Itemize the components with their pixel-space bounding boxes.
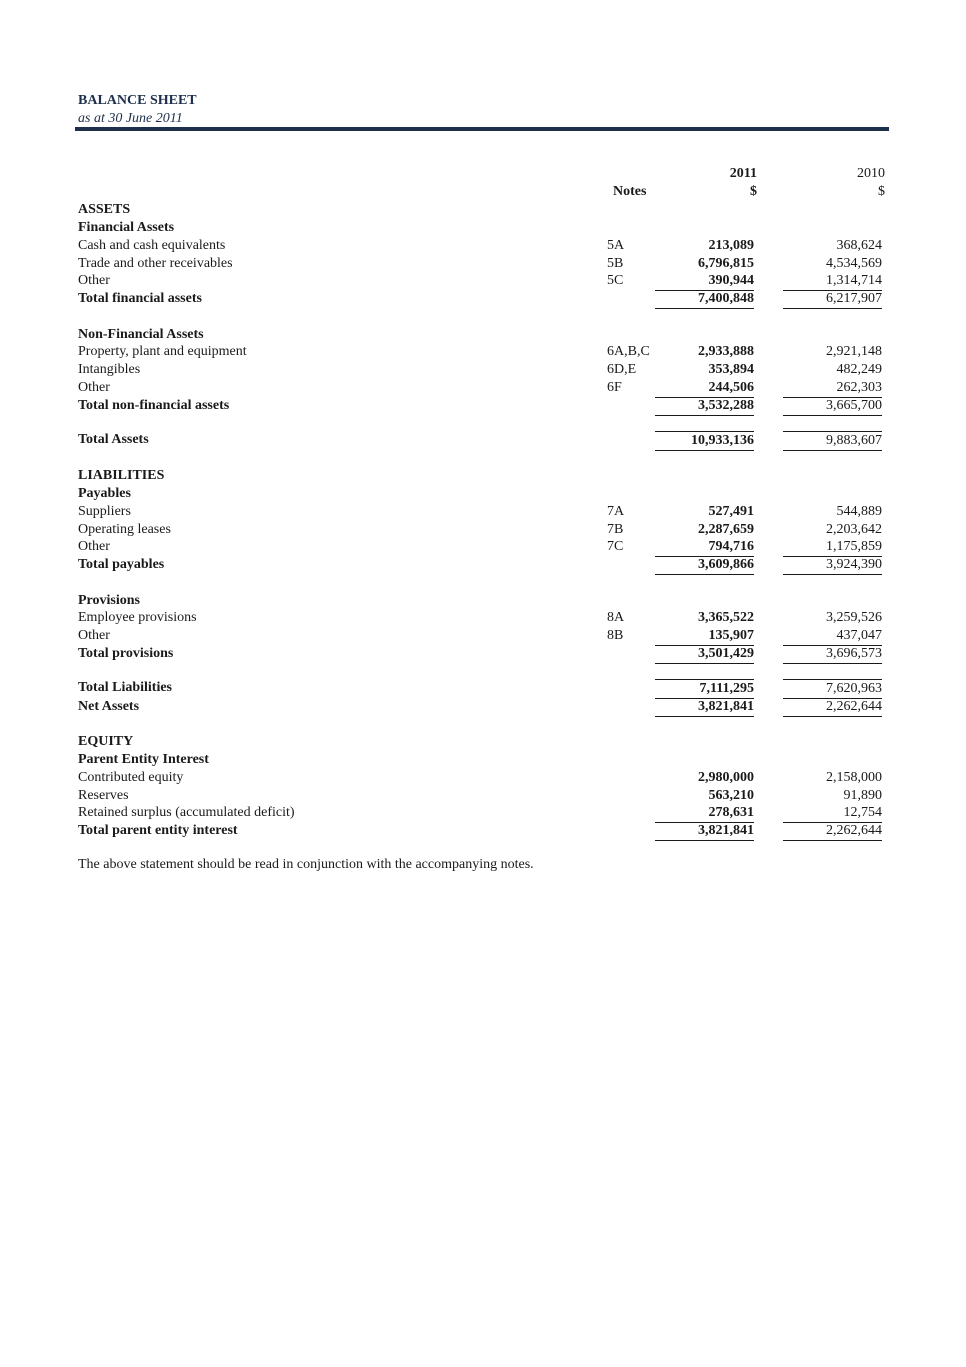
section-heading-equity	[78, 733, 889, 751]
value-2010: 2,262,644	[783, 822, 882, 841]
total-row	[78, 822, 889, 840]
value-2011: 527,491	[708, 504, 754, 519]
total-row	[78, 290, 889, 308]
total-row	[78, 698, 889, 716]
row-note: 6F	[607, 380, 622, 395]
value-2011: 6,796,815	[698, 256, 754, 271]
row-label: Total Liabilities	[78, 680, 173, 695]
row-label: Total Assets	[78, 432, 149, 447]
row-note: 8A	[607, 610, 625, 625]
value-2011: 3,821,841	[655, 698, 754, 717]
value-2011: 244,506	[655, 379, 754, 398]
row-label: Intangibles	[78, 362, 141, 377]
table-row	[78, 361, 889, 379]
subsection-heading-financial-assets	[78, 219, 889, 237]
row-note: 8B	[607, 628, 624, 643]
column-header-notes: Notes	[613, 184, 647, 199]
value-2011: 2,933,888	[698, 344, 754, 359]
table-row	[78, 521, 889, 539]
value-2010: 262,303	[783, 379, 882, 398]
row-label: Total parent entity interest	[78, 823, 238, 838]
row-label: Other	[78, 539, 110, 554]
value-2010: 3,259,526	[826, 610, 882, 625]
value-2010: 2,158,000	[826, 770, 882, 785]
total-row	[78, 645, 889, 663]
row-label: Contributed equity	[78, 770, 184, 785]
header-rule	[75, 127, 889, 131]
row-label: Cash and cash equivalents	[78, 238, 226, 253]
subsection-heading-payables	[78, 485, 889, 503]
value-2011: 3,501,429	[655, 645, 754, 664]
table-row	[78, 538, 889, 556]
row-label: Total non-financial assets	[78, 398, 230, 413]
row-note: 6D,E	[607, 362, 637, 377]
row-note: 7A	[607, 504, 625, 519]
table-row	[78, 769, 889, 787]
value-2010: 9,883,607	[783, 431, 882, 451]
row-label: Other	[78, 628, 110, 643]
row-label: Trade and other receivables	[78, 256, 233, 271]
value-2011: 7,400,848	[655, 290, 754, 309]
row-label: Financial Assets	[78, 220, 175, 235]
row-label: Other	[78, 273, 110, 288]
row-label: Payables	[78, 486, 131, 501]
row-label: EQUITY	[78, 734, 134, 749]
row-label: Other	[78, 380, 110, 395]
subsection-heading-provisions	[78, 592, 889, 610]
row-label: Property, plant and equipment	[78, 344, 247, 359]
row-note: 5C	[607, 273, 624, 288]
row-label: Retained surplus (accumulated deficit)	[78, 805, 295, 820]
value-2010: 2,921,148	[826, 344, 882, 359]
total-row	[78, 679, 889, 697]
row-label: Total financial assets	[78, 291, 202, 306]
table-row	[78, 237, 889, 255]
value-2011: 794,716	[655, 538, 754, 557]
row-label: Total provisions	[78, 646, 174, 661]
value-2011: 10,933,136	[655, 431, 754, 451]
table-row	[78, 627, 889, 645]
value-2011: 2,980,000	[698, 770, 754, 785]
table-row	[78, 787, 889, 805]
value-2011: 3,365,522	[698, 610, 754, 625]
value-2010: 368,624	[836, 238, 882, 253]
row-note: 5B	[607, 256, 624, 271]
row-note: 5A	[607, 238, 625, 253]
value-2010: 4,534,569	[826, 256, 882, 271]
subsection-heading-parent-entity-interest	[78, 751, 889, 769]
value-2010: 12,754	[783, 804, 882, 823]
footer-note: The above statement should be read in conjunction with the accompanying notes.	[78, 857, 534, 872]
table-row	[78, 804, 889, 822]
value-2010: 7,620,963	[783, 679, 882, 699]
table-row	[78, 609, 889, 627]
subsection-heading-non-financial-assets	[78, 326, 889, 344]
value-2011: 3,532,288	[655, 397, 754, 416]
value-2010: 482,249	[836, 362, 882, 377]
value-2011: 390,944	[655, 272, 754, 291]
value-2010: 2,262,644	[783, 698, 882, 717]
column-header-currency-2010: $	[878, 184, 885, 199]
value-2010: 3,665,700	[783, 397, 882, 416]
row-label: ASSETS	[78, 202, 131, 217]
table-row	[78, 379, 889, 397]
value-2010: 437,047	[783, 627, 882, 646]
value-2010: 91,890	[843, 788, 882, 803]
value-2011: 563,210	[708, 788, 754, 803]
column-header-2010: 2010	[857, 166, 885, 181]
column-header-currency-2011: $	[750, 184, 757, 199]
row-note: 7C	[607, 539, 624, 554]
section-heading-liabilities	[78, 467, 889, 485]
page-subtitle: as at 30 June 2011	[78, 111, 183, 126]
table-row	[78, 255, 889, 273]
row-label: Parent Entity Interest	[78, 752, 209, 767]
value-2010: 2,203,642	[826, 522, 882, 537]
row-label: Net Assets	[78, 699, 140, 714]
value-2011: 3,609,866	[655, 556, 754, 575]
value-2010: 1,175,859	[783, 538, 882, 557]
value-2011: 2,287,659	[698, 522, 754, 537]
value-2010: 3,924,390	[783, 556, 882, 575]
row-label: LIABILITIES	[78, 468, 165, 483]
row-label: Non-Financial Assets	[78, 327, 204, 342]
value-2010: 6,217,907	[783, 290, 882, 309]
value-2011: 135,907	[655, 627, 754, 646]
value-2010: 3,696,573	[783, 645, 882, 664]
row-label: Provisions	[78, 593, 140, 608]
row-label: Employee provisions	[78, 610, 197, 625]
row-label: Operating leases	[78, 522, 171, 537]
value-2010: 1,314,714	[783, 272, 882, 291]
row-label: Suppliers	[78, 504, 131, 519]
section-heading-assets	[78, 201, 889, 219]
table-row	[78, 272, 889, 290]
column-header-2011: 2011	[729, 166, 757, 181]
row-note: 7B	[607, 522, 624, 537]
value-2011: 7,111,295	[655, 679, 754, 699]
total-row	[78, 397, 889, 415]
value-2011: 3,821,841	[655, 822, 754, 841]
table-row	[78, 343, 889, 361]
value-2011: 353,894	[708, 362, 754, 377]
table-row	[78, 503, 889, 521]
row-label: Reserves	[78, 788, 129, 803]
value-2010: 544,889	[836, 504, 882, 519]
row-label: Total payables	[78, 557, 165, 572]
value-2011: 278,631	[655, 804, 754, 823]
total-row	[78, 431, 889, 449]
total-row	[78, 556, 889, 574]
page-title: BALANCE SHEET	[78, 93, 197, 108]
row-note: 6A,B,C	[607, 344, 650, 359]
value-2011: 213,089	[708, 238, 754, 253]
